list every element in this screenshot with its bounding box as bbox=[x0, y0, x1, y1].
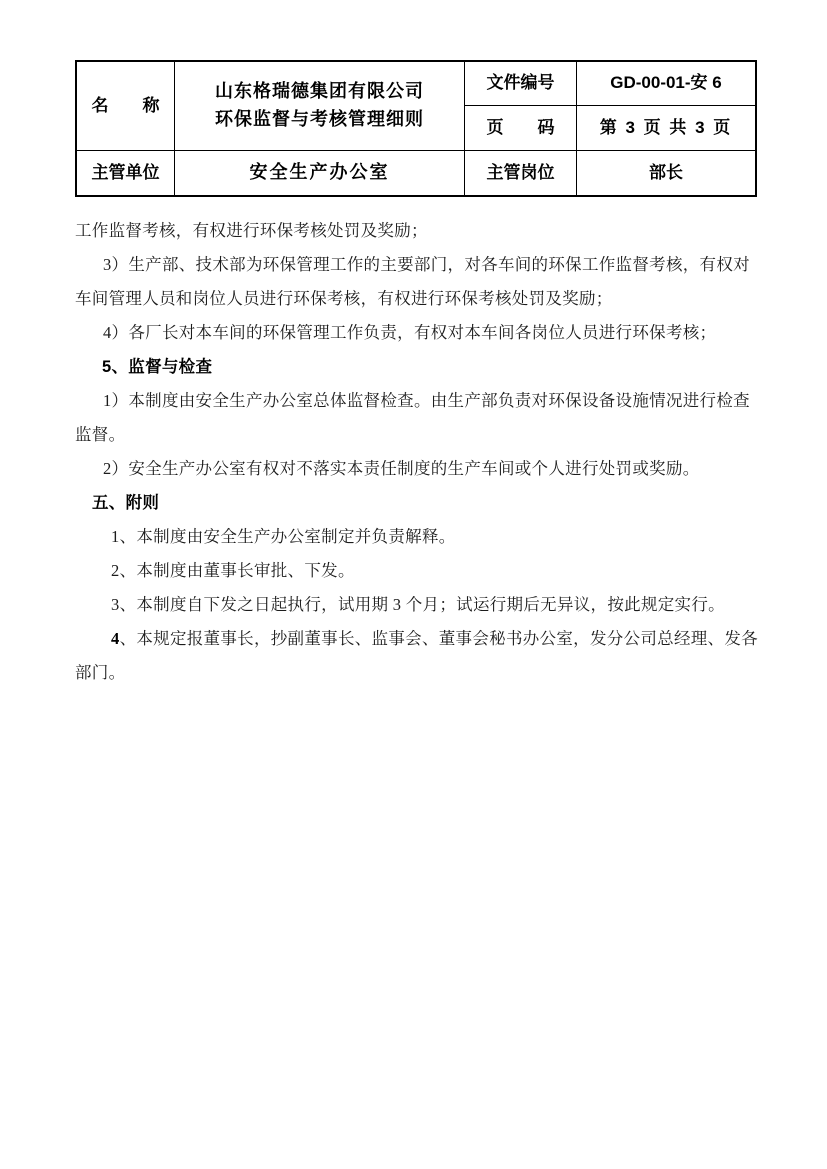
text-line bbox=[75, 656, 757, 690]
text-line bbox=[111, 588, 757, 622]
text-line bbox=[103, 452, 757, 486]
text-part: 4）各厂长对本车间的环保管理工作负责，有权对本车间各岗位人员进行环保考核； bbox=[103, 323, 717, 342]
doc-number-value-cell: GD-00-01-安 6 bbox=[577, 62, 755, 106]
text-part: 5、监督与检查 bbox=[102, 358, 213, 376]
name-label-cell: 名 称 bbox=[77, 62, 175, 151]
text-line bbox=[75, 282, 757, 316]
text-part: 3）生产部、技术部为环保管理工作的主要部门，对各车间的环保工作监督考核，有权对 bbox=[103, 255, 750, 274]
text-part: 部门。 bbox=[75, 663, 126, 682]
text-part: 1、本制度由安全生产办公室制定并负责解释。 bbox=[111, 527, 456, 546]
text-part: 车间管理人员和岗位人员进行环保考核，有权进行环保考核处罚及奖励； bbox=[75, 289, 613, 308]
text-line bbox=[111, 554, 757, 588]
text-line bbox=[92, 486, 757, 520]
document-header-table bbox=[75, 60, 757, 197]
text-part: 1）本制度由安全生产办公室总体监督检查。由生产部负责对环保设备设施情况进行检查 bbox=[103, 391, 750, 410]
text-part: 、本规定报董事长，抄副董事长、监事会、董事会秘书办公室，发分公司总经理、发各 bbox=[119, 629, 758, 648]
text-part: 监督。 bbox=[75, 425, 126, 444]
text-part: 2）安全生产办公室有权对不落实本责任制度的生产车间或个人进行处罚或奖励。 bbox=[103, 459, 700, 478]
text-part: 3、本制度自下发之日起执行，试用期 3 个月；试运行期后无异议，按此规定实行。 bbox=[111, 595, 725, 614]
company-name: 山东格瑞德集团有限公司 bbox=[215, 81, 424, 102]
page-number-label-cell: 页 码 bbox=[465, 106, 577, 151]
text-line bbox=[103, 316, 757, 350]
responsible-unit-value-cell: 安全生产办公室 bbox=[175, 151, 465, 195]
page-number-value-cell: 第 3 页 共 3 页 bbox=[577, 106, 755, 151]
text-line bbox=[111, 520, 757, 554]
document-title: 环保监督与考核管理细则 bbox=[215, 109, 424, 129]
document-title-cell bbox=[175, 62, 465, 151]
text-line bbox=[75, 214, 757, 248]
text-line bbox=[111, 622, 757, 656]
text-line bbox=[103, 384, 757, 418]
responsible-unit-label-cell: 主管单位 bbox=[77, 151, 175, 195]
doc-number-label-cell: 文件编号 bbox=[465, 62, 577, 106]
responsible-post-label-cell: 主管岗位 bbox=[465, 151, 577, 195]
text-part: 2、本制度由董事长审批、下发。 bbox=[111, 561, 355, 580]
document-body bbox=[75, 214, 757, 690]
text-line bbox=[103, 248, 757, 282]
text-part: 工作监督考核，有权进行环保考核处罚及奖励； bbox=[75, 221, 428, 240]
responsible-post-value-cell: 部长 bbox=[649, 162, 683, 182]
text-line bbox=[102, 350, 757, 384]
bold-text-part: 4 bbox=[111, 629, 120, 648]
text-line bbox=[75, 418, 757, 452]
text-part: 五、附则 bbox=[92, 494, 160, 512]
